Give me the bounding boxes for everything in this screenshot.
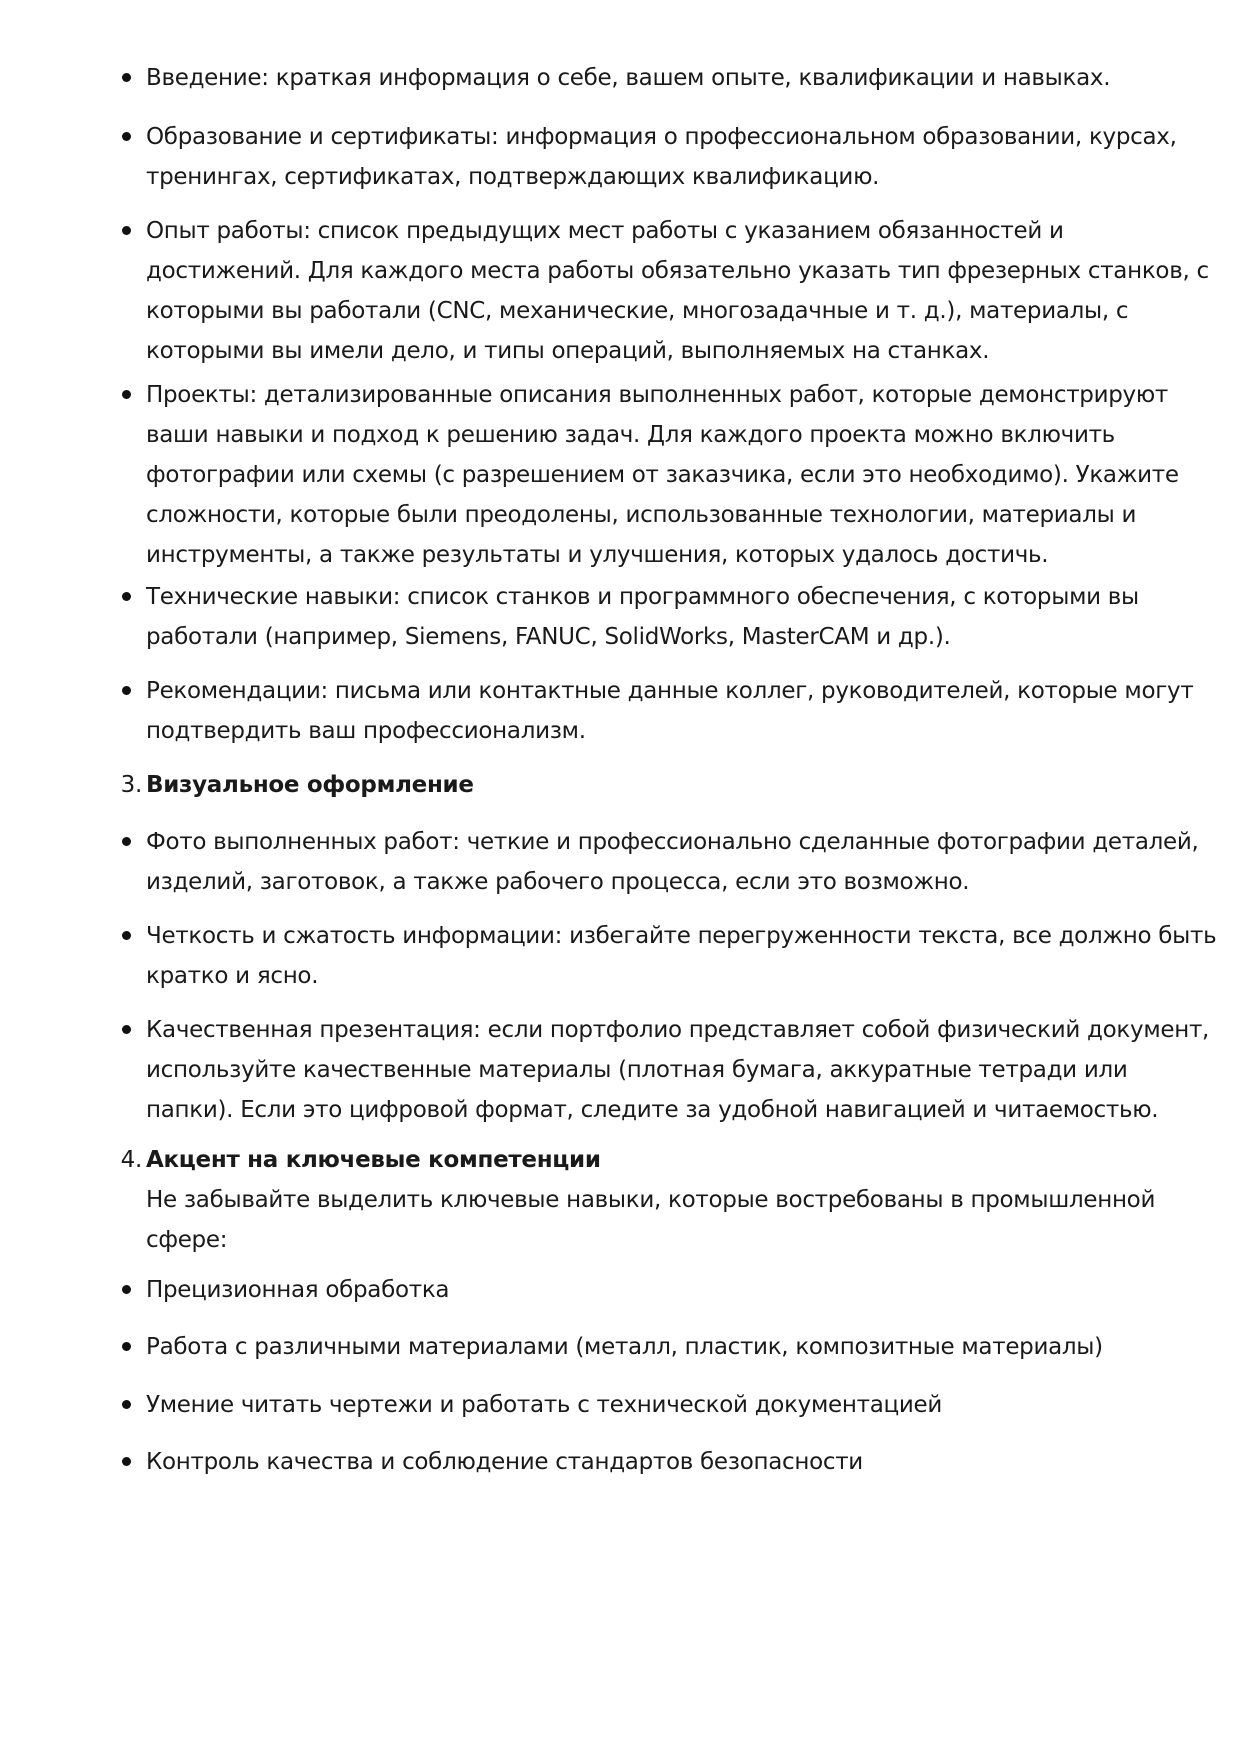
bullet-icon: [122, 390, 131, 399]
text-line: Опыт работы: список предыдущих мест работы с указанием обязанностей и: [146, 218, 1064, 244]
bullet-icon: [122, 73, 131, 82]
text-line: инструменты, а также результаты и улучшения, которых удалось достичь.: [146, 542, 1049, 568]
text-line: изделий, заготовок, а также рабочего процесса, если это возможно.: [146, 869, 970, 895]
list-item: [146, 58, 1166, 98]
text-line: Качественная презентация: если портфолио представляет собой физический документ,: [146, 1017, 1210, 1043]
text-line: папки). Если это цифровой формат, следите за удобной навигацией и читаемостью.: [146, 1097, 1159, 1123]
bullet-icon: [122, 1400, 131, 1409]
heading-title: Акцент на ключевые компетенции: [146, 1147, 601, 1173]
bullet-icon: [122, 1025, 131, 1034]
text-line: Четкость и сжатость информации: избегайте перегруженности текста, все должно быть: [146, 923, 1217, 949]
text-line: Фото выполненных работ: четкие и профессионально сделанные фотографии деталей,: [146, 829, 1199, 855]
numbered-heading: [120, 765, 1166, 805]
text-line: Прецизионная обработка: [146, 1277, 450, 1303]
text-line: Технические навыки: список станков и программного обеспечения, с которыми вы: [146, 584, 1139, 610]
list-item: [146, 1327, 1166, 1367]
heading-number: 4.: [120, 1147, 142, 1173]
list-item: [146, 1010, 1210, 1130]
text-line: используйте качественные материалы (плотная бумага, аккуратные тетради или: [146, 1057, 1128, 1083]
heading-number: 3.: [120, 772, 142, 798]
text-line: фотографии или схемы (с разрешением от заказчика, если это необходимо). Укажите: [146, 462, 1179, 488]
text-line: Проекты: детализированные описания выполненных работ, которые демонстрируют: [146, 382, 1169, 408]
numbered-heading: [120, 1140, 1166, 1260]
text-line: которыми вы работали (CNC, механические, многозадачные и т. д.), материалы, с: [146, 298, 1129, 324]
text-line: Рекомендации: письма или контактные данные коллег, руководителей, которые могут: [146, 678, 1194, 704]
bullet-icon: [122, 1285, 131, 1294]
list-item: [146, 1442, 1166, 1482]
text-line: Контроль качества и соблюдение стандартов безопасности: [146, 1449, 863, 1475]
list-item: [146, 916, 1217, 996]
text-line: Не забывайте выделить ключевые навыки, которые востребованы в промышленной: [146, 1187, 1156, 1213]
list-item: [146, 577, 1166, 657]
list-item: [146, 1270, 1166, 1310]
text-line: Умение читать чертежи и работать с технической документацией: [146, 1392, 943, 1418]
bullet-icon: [122, 592, 131, 601]
bullet-icon: [122, 226, 131, 235]
text-line: сфере:: [146, 1227, 228, 1253]
bullet-icon: [122, 132, 131, 141]
text-line: которыми вы имели дело, и типы операций, выполняемых на станках.: [146, 338, 990, 364]
list-item: [146, 822, 1199, 902]
bullet-icon: [122, 686, 131, 695]
list-item: [146, 1385, 1166, 1425]
list-item: [146, 375, 1179, 575]
text-line: Работа с различными материалами (металл, пластик, композитные материалы): [146, 1334, 1103, 1360]
list-item: [146, 117, 1177, 197]
text-line: ваши навыки и подход к решению задач. Для каждого проекта можно включить: [146, 422, 1115, 448]
list-item: [146, 211, 1209, 371]
bullet-icon: [122, 1457, 131, 1466]
bullet-icon: [122, 837, 131, 846]
bullet-icon: [122, 931, 131, 940]
text-line: Введение: краткая информация о себе, вашем опыте, квалификации и навыках.: [146, 65, 1111, 91]
text-line: сложности, которые были преодолены, использованные технологии, материалы и: [146, 502, 1137, 528]
heading-title: Визуальное оформление: [146, 772, 474, 798]
text-line: работали (например, Siemens, FANUC, SolidWorks, MasterCAM и др.).: [146, 624, 951, 650]
text-line: подтвердить ваш профессионализм.: [146, 718, 586, 744]
list-item: [146, 671, 1194, 751]
text-line: тренингах, сертификатах, подтверждающих квалификацию.: [146, 164, 880, 190]
bullet-icon: [122, 1342, 131, 1351]
text-line: Образование и сертификаты: информация о профессиональном образовании, курсах,: [146, 124, 1177, 150]
text-line: достижений. Для каждого места работы обязательно указать тип фрезерных станков, с: [146, 258, 1209, 284]
text-line: кратко и ясно.: [146, 963, 319, 989]
